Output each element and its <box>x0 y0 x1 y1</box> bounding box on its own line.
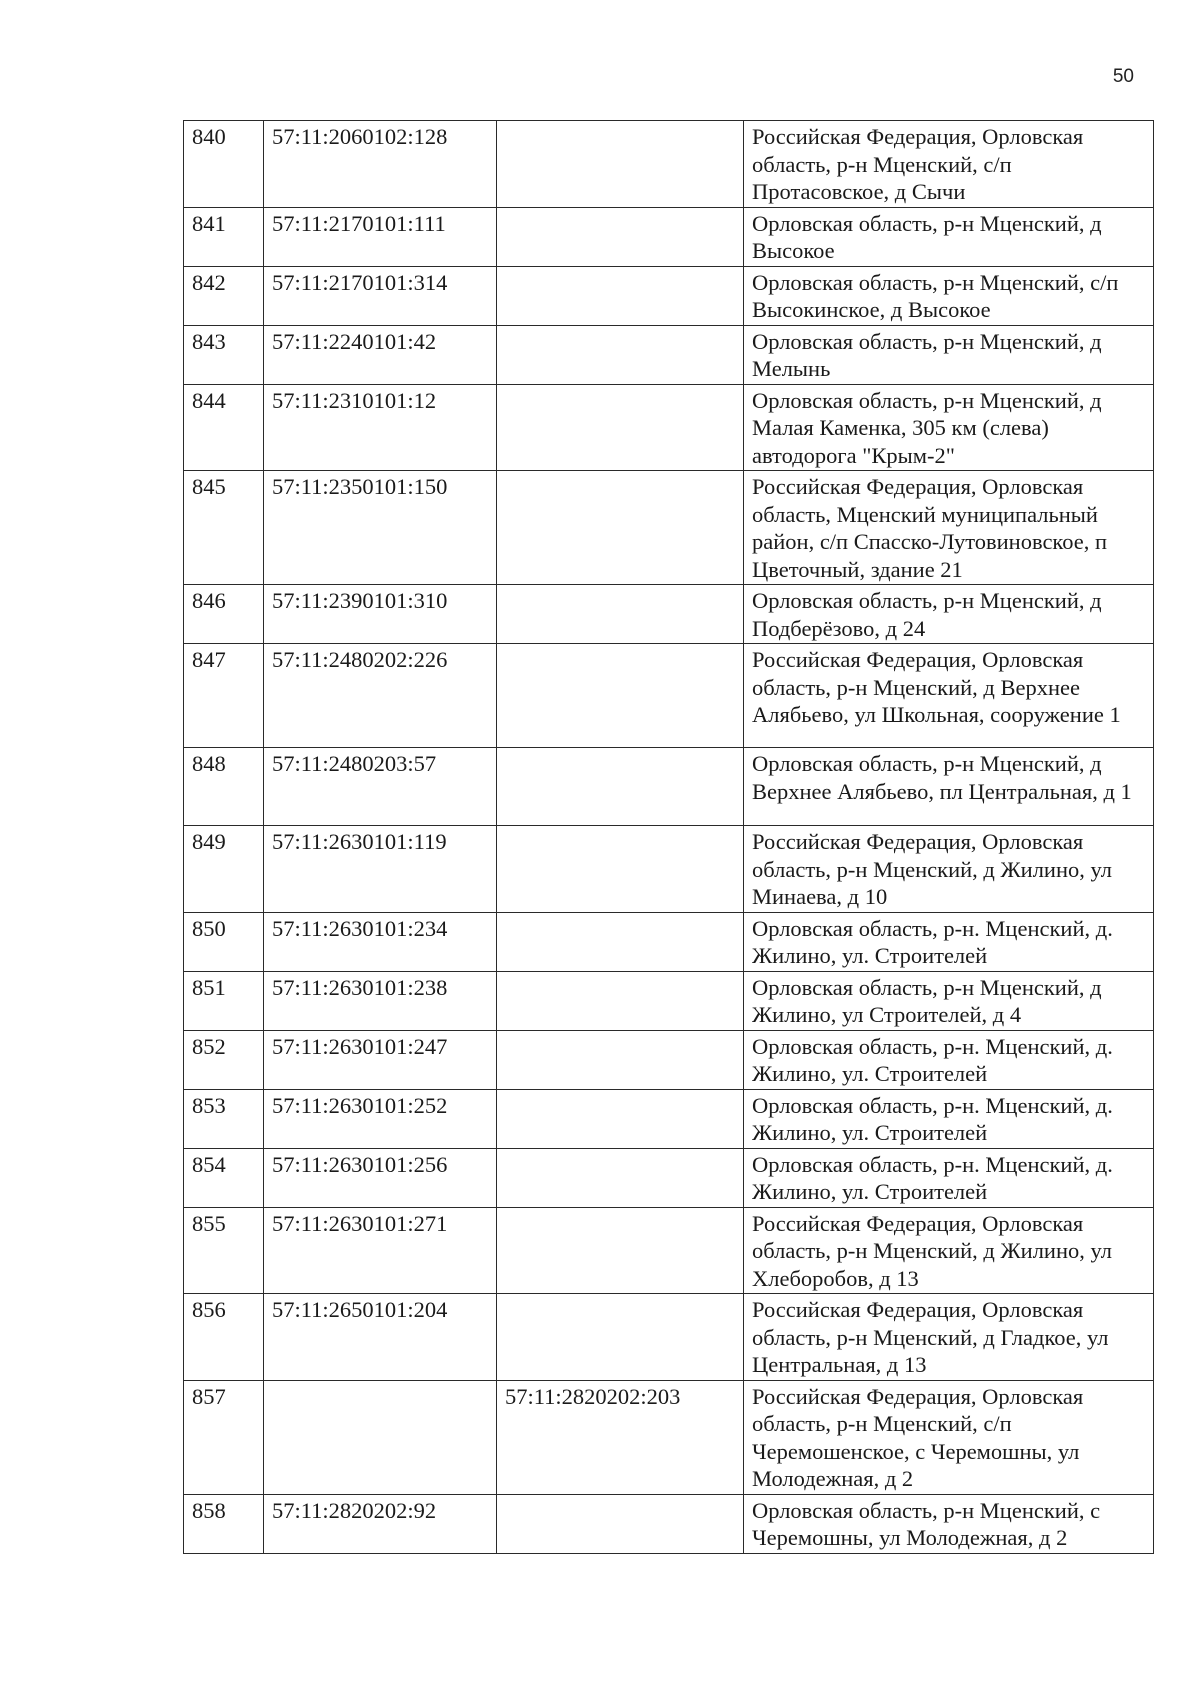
row-number-cell: 840 <box>184 121 264 208</box>
table-row <box>184 384 1154 471</box>
linked-cadastral-number-cell <box>497 471 744 585</box>
table-row <box>184 585 1154 644</box>
cadastral-number-cell: 57:11:2350101:150 <box>264 471 497 585</box>
row-number-cell: 846 <box>184 585 264 644</box>
address-cell: Орловская область, р-н Мценский, д Малая Каменка, 305 км (слева) автодорога "Крым-2" <box>744 384 1154 471</box>
cadastral-number-cell: 57:11:2630101:247 <box>264 1030 497 1089</box>
address-cell: Орловская область, р-н Мценский, д Подберёзово, д 24 <box>744 585 1154 644</box>
linked-cadastral-number-cell <box>497 748 744 826</box>
address-cell: Российская Федерация, Орловская область, р-н Мценский, д Верхнее Алябьево, ул Школьная, сооружение 1 <box>744 644 1154 748</box>
row-number-cell: 852 <box>184 1030 264 1089</box>
address-cell: Орловская область, р-н. Мценский, д. Жилино, ул. Строителей <box>744 1148 1154 1207</box>
linked-cadastral-number-cell <box>497 644 744 748</box>
linked-cadastral-number-cell <box>497 1207 744 1294</box>
address-cell: Орловская область, р-н Мценский, д Высокое <box>744 207 1154 266</box>
cadastral-number-cell: 57:11:2630101:252 <box>264 1089 497 1148</box>
table-row <box>184 1207 1154 1294</box>
linked-cadastral-number-cell <box>497 585 744 644</box>
registry-table-body <box>184 121 1154 1554</box>
table-row <box>184 748 1154 826</box>
cadastral-number-cell: 57:11:2060102:128 <box>264 121 497 208</box>
address-cell: Орловская область, р-н Мценский, с Черемошны, ул Молодежная, д 2 <box>744 1494 1154 1553</box>
row-number-cell: 843 <box>184 325 264 384</box>
address-cell: Орловская область, р-н Мценский, д Мелынь <box>744 325 1154 384</box>
row-number-cell: 844 <box>184 384 264 471</box>
row-number-cell: 857 <box>184 1380 264 1494</box>
cadastral-number-cell: 57:11:2630101:238 <box>264 971 497 1030</box>
row-number-cell: 845 <box>184 471 264 585</box>
address-cell: Российская Федерация, Орловская область, р-н Мценский, д Жилино, ул Минаева, д 10 <box>744 826 1154 913</box>
linked-cadastral-number-cell <box>497 384 744 471</box>
cadastral-number-cell: 57:11:2820202:92 <box>264 1494 497 1553</box>
table-row <box>184 1030 1154 1089</box>
address-cell: Российская Федерация, Орловская область, р-н Мценский, д Жилино, ул Хлеборобов, д 13 <box>744 1207 1154 1294</box>
table-row <box>184 644 1154 748</box>
row-number-cell: 855 <box>184 1207 264 1294</box>
cadastral-number-cell: 57:11:2170101:314 <box>264 266 497 325</box>
cadastral-number-cell: 57:11:2480202:226 <box>264 644 497 748</box>
cadastral-number-cell: 57:11:2240101:42 <box>264 325 497 384</box>
linked-cadastral-number-cell: 57:11:2820202:203 <box>497 1380 744 1494</box>
table-row <box>184 971 1154 1030</box>
linked-cadastral-number-cell <box>497 1148 744 1207</box>
row-number-cell: 853 <box>184 1089 264 1148</box>
linked-cadastral-number-cell <box>497 207 744 266</box>
row-number-cell: 850 <box>184 912 264 971</box>
linked-cadastral-number-cell <box>497 826 744 913</box>
cadastral-number-cell: 57:11:2390101:310 <box>264 585 497 644</box>
cadastral-number-cell <box>264 1380 497 1494</box>
address-cell: Российская Федерация, Орловская область, Мценский муниципальный район, с/п Спасско-Лутовиновское, п Цветочный, здание 21 <box>744 471 1154 585</box>
address-cell: Орловская область, р-н. Мценский, д. Жилино, ул. Строителей <box>744 912 1154 971</box>
cadastral-number-cell: 57:11:2630101:119 <box>264 826 497 913</box>
cadastral-number-cell: 57:11:2630101:234 <box>264 912 497 971</box>
row-number-cell: 848 <box>184 748 264 826</box>
row-number-cell: 842 <box>184 266 264 325</box>
linked-cadastral-number-cell <box>497 1030 744 1089</box>
page-number: 50 <box>1112 66 1134 87</box>
cadastral-number-cell: 57:11:2630101:271 <box>264 1207 497 1294</box>
table-row <box>184 325 1154 384</box>
address-cell: Орловская область, р-н Мценский, с/п Высокинское, д Высокое <box>744 266 1154 325</box>
address-cell: Орловская область, р-н. Мценский, д. Жилино, ул. Строителей <box>744 1030 1154 1089</box>
table-row <box>184 826 1154 913</box>
cadastral-number-cell: 57:11:2310101:12 <box>264 384 497 471</box>
table-row <box>184 207 1154 266</box>
table-row <box>184 912 1154 971</box>
table-row <box>184 1089 1154 1148</box>
row-number-cell: 841 <box>184 207 264 266</box>
linked-cadastral-number-cell <box>497 1494 744 1553</box>
table-row <box>184 1494 1154 1553</box>
linked-cadastral-number-cell <box>497 971 744 1030</box>
cadastral-number-cell: 57:11:2480203:57 <box>264 748 497 826</box>
row-number-cell: 851 <box>184 971 264 1030</box>
table-row <box>184 1294 1154 1381</box>
registry-table <box>183 120 1154 1554</box>
row-number-cell: 847 <box>184 644 264 748</box>
linked-cadastral-number-cell <box>497 325 744 384</box>
table-row <box>184 1380 1154 1494</box>
row-number-cell: 849 <box>184 826 264 913</box>
linked-cadastral-number-cell <box>497 266 744 325</box>
address-cell: Орловская область, р-н Мценский, д Жилино, ул Строителей, д 4 <box>744 971 1154 1030</box>
row-number-cell: 858 <box>184 1494 264 1553</box>
address-cell: Российская Федерация, Орловская область, р-н Мценский, с/п Протасовское, д Сычи <box>744 121 1154 208</box>
table-row <box>184 266 1154 325</box>
cadastral-number-cell: 57:11:2650101:204 <box>264 1294 497 1381</box>
linked-cadastral-number-cell <box>497 1089 744 1148</box>
table-row <box>184 121 1154 208</box>
row-number-cell: 856 <box>184 1294 264 1381</box>
cadastral-number-cell: 57:11:2630101:256 <box>264 1148 497 1207</box>
table-row <box>184 1148 1154 1207</box>
address-cell: Орловская область, р-н Мценский, д Верхнее Алябьево, пл Центральная, д 1 <box>744 748 1154 826</box>
linked-cadastral-number-cell <box>497 912 744 971</box>
address-cell: Российская Федерация, Орловская область, р-н Мценский, с/п Черемошенское, с Черемошны, ул Молодежная, д 2 <box>744 1380 1154 1494</box>
cadastral-number-cell: 57:11:2170101:111 <box>264 207 497 266</box>
address-cell: Орловская область, р-н. Мценский, д. Жилино, ул. Строителей <box>744 1089 1154 1148</box>
row-number-cell: 854 <box>184 1148 264 1207</box>
linked-cadastral-number-cell <box>497 121 744 208</box>
table-row <box>184 471 1154 585</box>
address-cell: Российская Федерация, Орловская область, р-н Мценский, д Гладкое, ул Центральная, д 13 <box>744 1294 1154 1381</box>
linked-cadastral-number-cell <box>497 1294 744 1381</box>
